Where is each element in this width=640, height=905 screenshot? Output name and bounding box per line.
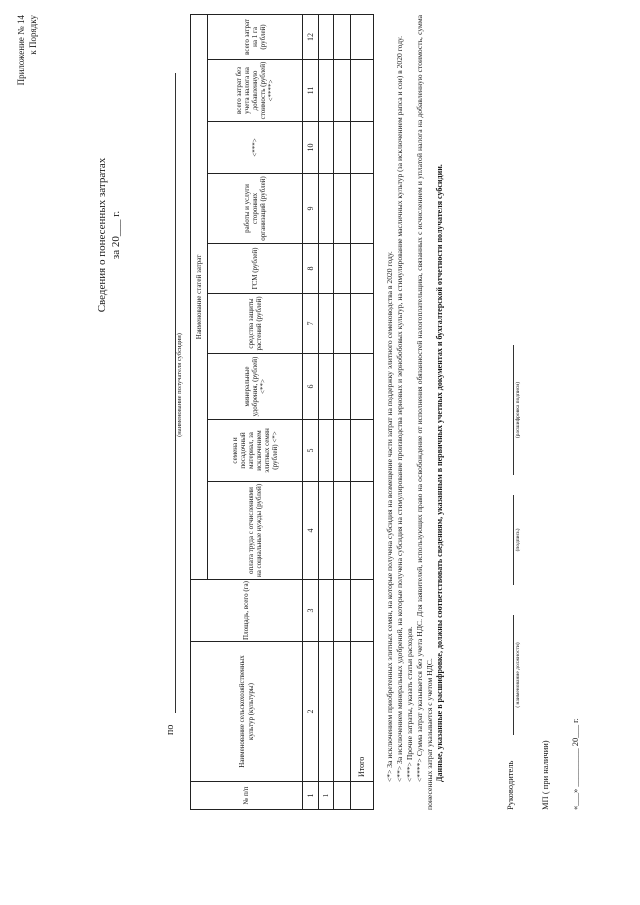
table-cell (351, 60, 374, 122)
table-cell (319, 354, 334, 420)
table-cell (319, 244, 334, 294)
position-line (503, 615, 514, 735)
table-cell (351, 244, 374, 294)
table-cell (334, 420, 351, 482)
signature-line (503, 495, 514, 585)
table-cell (334, 294, 351, 354)
col-header-5: семена и посадочный материал, за исключением элитных семян (рублей) <*> (208, 420, 303, 482)
title-line-1: Сведения о понесенных затратах (96, 157, 108, 313)
table-cell (319, 122, 334, 174)
table-cell (351, 122, 374, 174)
col-number: 1 (303, 782, 319, 810)
col-header-11: всего затрат без учета налога на добавленную стоимость (рублей) <****> (208, 60, 303, 122)
costs-table (190, 14, 374, 810)
recipient-prefix: по (165, 724, 176, 735)
col-header-8: ГСМ (рублей) (208, 244, 303, 294)
position-caption: ( наименование должности) (515, 642, 521, 708)
table-cell: 1 (319, 782, 334, 810)
table-group-header-row (191, 14, 208, 809)
table-cell (319, 294, 334, 354)
table-cell (334, 60, 351, 122)
col-number: 11 (303, 60, 319, 122)
total-label: Итого (351, 642, 374, 782)
document-title (95, 85, 124, 385)
recipient-name-line (163, 73, 176, 713)
col-number: 3 (303, 580, 319, 642)
col-header-6: минеральные удобрения, (рублей) <**> (208, 354, 303, 420)
column-number-row (303, 14, 319, 809)
footnote-3: <***> Прочие затраты, указать статьи расходов. (405, 626, 415, 782)
col-number: 10 (303, 122, 319, 174)
date-line: «___» _________ 20___ г. (570, 718, 580, 810)
footnote-1: <*> За исключением приобретенных элитных семян, на которые получена субсидия на возмещение части затрат на поддержку элитного семеноводства в 2020 году. (385, 251, 394, 782)
appendix-reference (15, 15, 39, 125)
table-cell (334, 174, 351, 244)
seal-label: МП ( при наличии) (540, 740, 550, 810)
table-cell (319, 580, 334, 642)
col-header-4: оплата труда с отчислениями на социальные нужды (рублей) (208, 482, 303, 580)
table-cell (319, 420, 334, 482)
col-header-3: Площадь, всего (га) (191, 580, 303, 642)
col-number: 4 (303, 482, 319, 580)
table-cell (319, 482, 334, 580)
table-cell (334, 14, 351, 59)
appendix-number: Приложение № 14 (16, 15, 26, 86)
table-cell (351, 294, 374, 354)
table-cell (334, 354, 351, 420)
table-cell (351, 782, 374, 810)
table-cell (334, 482, 351, 580)
signature-caption: (подпись) (515, 528, 521, 552)
table-cell (351, 354, 374, 420)
col-header-7: средства защиты растений (рублей) (208, 294, 303, 354)
table-cell (351, 482, 374, 580)
appendix-order: к Порядку (28, 15, 39, 55)
col-number: 6 (303, 354, 319, 420)
table-cell (319, 174, 334, 244)
table-cell (351, 174, 374, 244)
title-line-2: за 20___ г. (110, 210, 123, 260)
table-cell (319, 642, 334, 782)
col-number: 9 (303, 174, 319, 244)
table-cell (319, 60, 334, 122)
cost-items-group-header: Наименование статей затрат (191, 14, 208, 579)
col-number: 7 (303, 294, 319, 354)
total-row (351, 14, 374, 809)
table-cell (334, 244, 351, 294)
table-cell (334, 642, 351, 782)
table-cell (351, 580, 374, 642)
col-number: 5 (303, 420, 319, 482)
col-header-12: всего затрат на 1 га (рублей) (208, 14, 303, 59)
footnote-4: <****> Сумма затрат указывается без учета НДС. Для заявителей, использующих право на освобождение от исполнения обязанностей налогоплательщика, связанных с исчислением и уплатой налога на добавленную стоимость, сумма понесенных затрат указывается с учетом НДС. (415, 15, 435, 810)
table-row (319, 14, 334, 809)
table-cell (334, 122, 351, 174)
table-cell (351, 14, 374, 59)
footnote-2: <**> За исключением минеральных удобрений, на которые получена субсидия на стимулирование производства зерновых и зернобобовых культур, на стимулирование масличных культур (за исключением рапса и сои) в 2020 году. (395, 36, 405, 782)
table-cell (319, 14, 334, 59)
name-line (503, 345, 514, 475)
col-header-9: работы и услуги сторонних организаций (рублей) (208, 174, 303, 244)
table-cell (351, 420, 374, 482)
col-header-1: № п/п (191, 782, 303, 810)
col-number: 8 (303, 244, 319, 294)
footnotes (385, 15, 446, 810)
head-label: Руководитель (505, 760, 515, 810)
col-header-10: <***> (208, 122, 303, 174)
table-cell (334, 580, 351, 642)
col-number: 12 (303, 14, 319, 59)
col-number: 2 (303, 642, 319, 782)
data-consistency-note: Данные, указанные в расшифровке, должны соответствовать сведениям, указанным в первичных учетных документах и бухгалтерской отчетности получателя субсидии. (435, 164, 445, 782)
name-caption: (расшифровка подписи) (515, 381, 521, 439)
recipient-caption: (наименование получателя субсидии) (176, 333, 183, 437)
table-row (334, 14, 351, 809)
table-cell (334, 782, 351, 810)
col-header-2: Наименование сельскохозяйственных культур (культуры) (191, 642, 303, 782)
